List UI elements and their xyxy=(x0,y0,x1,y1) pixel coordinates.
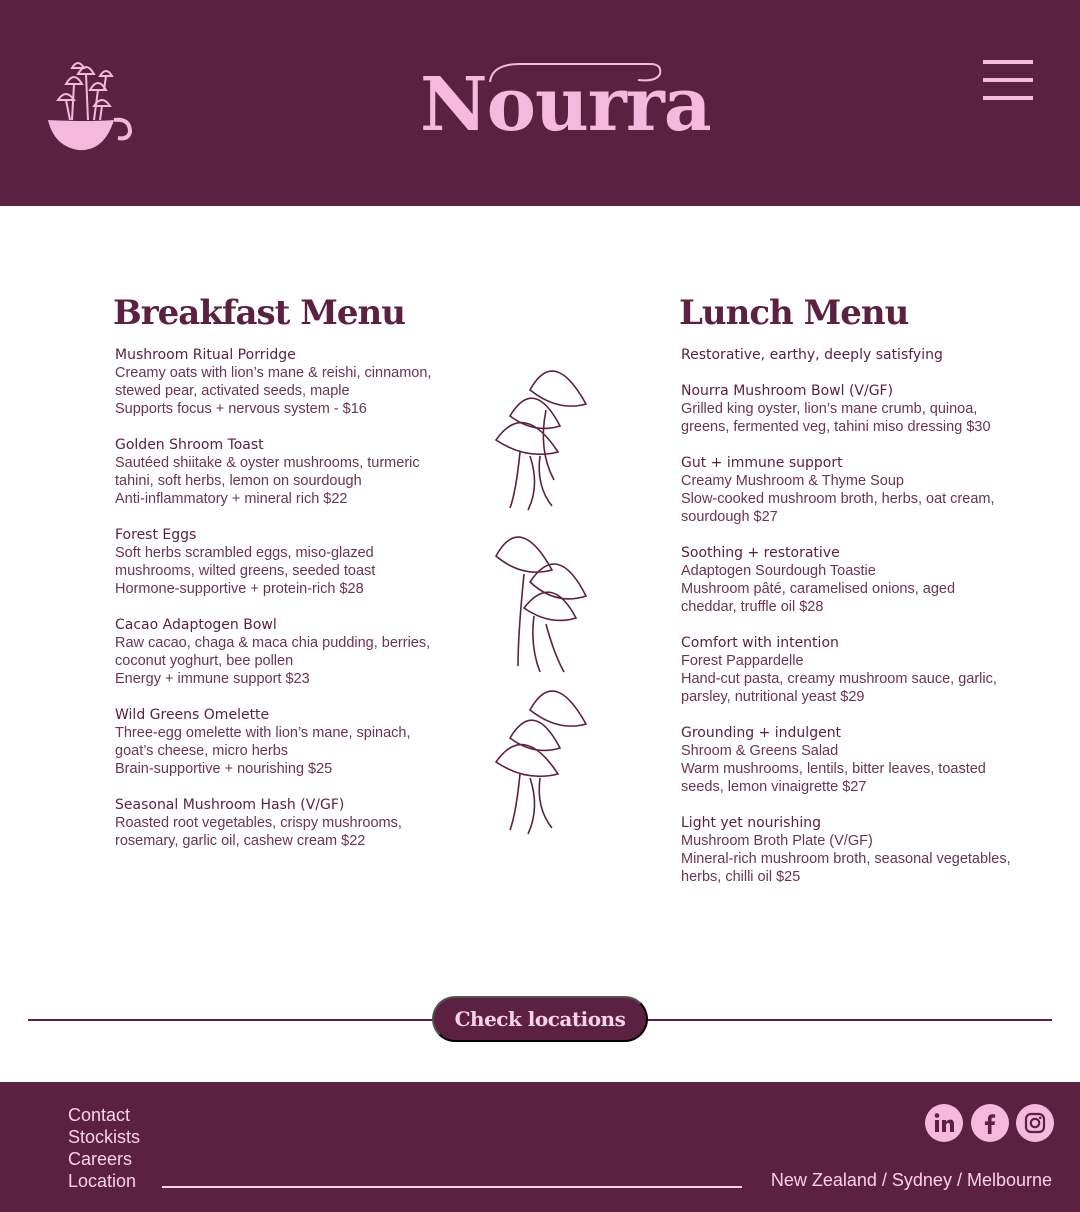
menu-item-name: Shroom & Greens Salad xyxy=(681,743,839,759)
menu-item-note: Hormone-supportive + protein-rich $28 xyxy=(115,581,364,597)
menu-item-description: Raw cacao, chaga & maca chia pudding, berries, coconut yoghurt, bee pollen xyxy=(115,635,431,669)
lunch-tagline: Restorative, earthy, deeply satisfying xyxy=(681,347,943,363)
footer-regions: New Zealand / Sydney / Melbourne xyxy=(770,1170,1052,1190)
menu-item xyxy=(681,724,1011,796)
menu-item-description: Creamy oats with lion’s mane & reishi, cinnamon, stewed pear, activated seeds, maple xyxy=(115,365,432,399)
divider-right xyxy=(646,1019,1052,1021)
hamburger-icon-bar xyxy=(983,96,1033,100)
menu-item-description: Hand-cut pasta, creamy mushroom sauce, garlic, parsley, nutritional yeast $29 xyxy=(681,671,997,705)
breakfast-menu-title: Breakfast Menu xyxy=(113,293,405,333)
menu-item-category: Grounding + indulgent xyxy=(681,725,842,741)
menu-item-note: Supports focus + nervous system - $16 xyxy=(115,401,367,417)
instagram-icon[interactable] xyxy=(1016,1104,1054,1142)
linkedin-icon[interactable] xyxy=(925,1104,963,1142)
menu-item-name: Nourra Mushroom Bowl (V/GF) xyxy=(681,383,894,399)
hamburger-icon-bar xyxy=(983,78,1033,82)
footer-link-contact[interactable]: Contact xyxy=(68,1105,131,1125)
mushroom-illustration-icon xyxy=(490,360,590,840)
menu-item xyxy=(681,454,1011,526)
facebook-icon[interactable] xyxy=(971,1104,1009,1142)
check-locations-button[interactable]: Check locations xyxy=(432,996,648,1042)
menu-item xyxy=(115,796,445,850)
menu-item xyxy=(681,634,1011,706)
menu-item xyxy=(681,544,1011,616)
hamburger-icon xyxy=(983,60,1033,64)
menu-item-name: Forest Eggs xyxy=(115,527,197,543)
menu-item-description: Mineral-rich mushroom broth, seasonal vegetables, herbs, chilli oil $25 xyxy=(681,851,1011,885)
menu-item xyxy=(681,382,1011,436)
lunch-menu xyxy=(681,346,1011,904)
menu-item-description: Grilled king oyster, lion’s mane crumb, quinoa, greens, fermented veg, tahini miso dressing $30 xyxy=(681,401,991,435)
footer-link-location[interactable]: Location xyxy=(68,1171,137,1191)
menu-item-description: Slow-cooked mushroom broth, herbs, oat cream, sourdough $27 xyxy=(681,491,995,525)
menu-item-note: Brain-supportive + nourishing $25 xyxy=(115,761,333,777)
menu-item-description: Roasted root vegetables, crispy mushrooms, rosemary, garlic oil, cashew cream $22 xyxy=(115,815,402,849)
site-footer xyxy=(0,1082,1080,1212)
menu-item-note: Energy + immune support $23 xyxy=(115,671,310,687)
footer-link-careers[interactable]: Careers xyxy=(68,1149,133,1169)
menu-item-name: Golden Shroom Toast xyxy=(115,437,264,453)
mushroom-bowl-logo-icon[interactable] xyxy=(44,60,134,156)
menu-item-description: Mushroom pâté, caramelised onions, aged cheddar, truffle oil $28 xyxy=(681,581,956,615)
menu-item-name: Wild Greens Omelette xyxy=(115,707,270,723)
menu-item-category: Gut + immune support xyxy=(681,455,843,471)
menu-item-name: Seasonal Mushroom Hash (V/GF) xyxy=(115,797,345,813)
menu-item xyxy=(681,814,1011,886)
menu-item-description: Sautéed shiitake & oyster mushrooms, turmeric tahini, soft herbs, lemon on sourdough xyxy=(115,455,420,489)
menu-item xyxy=(115,436,445,508)
footer-nav xyxy=(68,1104,140,1192)
menu-item-description: Three-egg omelette with lion’s mane, spinach, goat’s cheese, micro herbs xyxy=(115,725,411,759)
menu-item xyxy=(115,346,445,418)
menu-item xyxy=(115,526,445,598)
menu-item-name: Mushroom Ritual Porridge xyxy=(115,347,296,363)
menu-item-name: Forest Pappardelle xyxy=(681,653,804,669)
divider-left xyxy=(28,1019,434,1021)
menu-item-category: Light yet nourishing xyxy=(681,815,821,831)
menu-item-category: Soothing + restorative xyxy=(681,545,840,561)
menu-item-description: Warm mushrooms, lentils, bitter leaves, toasted seeds, lemon vinaigrette $27 xyxy=(681,761,986,795)
menu-item-note: Anti-inflammatory + mineral rich $22 xyxy=(115,491,348,507)
menu-item-description: Soft herbs scrambled eggs, miso-glazed mushrooms, wilted greens, seeded toast xyxy=(115,545,376,579)
brand-wordmark[interactable] xyxy=(380,58,711,158)
site-header xyxy=(0,0,1080,206)
footer-link-stockists[interactable]: Stockists xyxy=(68,1127,141,1147)
breakfast-menu xyxy=(115,346,445,868)
menu-item-category: Comfort with intention xyxy=(681,635,839,651)
menu-item xyxy=(115,706,445,778)
menu-item-name: Cacao Adaptogen Bowl xyxy=(115,617,277,633)
hamburger-menu-button[interactable] xyxy=(980,60,1036,104)
lunch-menu-title: Lunch Menu xyxy=(679,293,909,333)
menu-item xyxy=(115,616,445,688)
menu-item-name: Mushroom Broth Plate (V/GF) xyxy=(681,833,873,849)
brand-name: Nourra xyxy=(420,62,711,148)
footer-divider xyxy=(162,1186,742,1188)
menu-item-name: Adaptogen Sourdough Toastie xyxy=(681,563,876,579)
menu-item-name: Creamy Mushroom & Thyme Soup xyxy=(681,473,904,489)
